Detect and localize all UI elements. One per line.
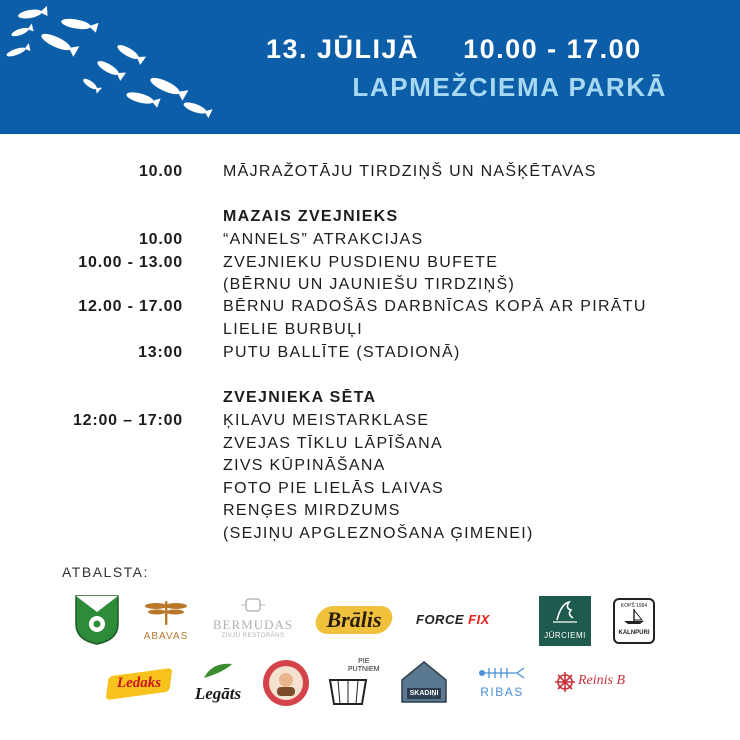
schedule-text: ZVEJNIEKU PUSDIENU BUFETE [223,254,499,271]
leaf-icon [198,662,238,680]
bathtub-icon [326,674,370,706]
schedule-row [0,231,740,253]
ship-wheel-icon [554,671,576,693]
jurciemi-logo [539,596,591,646]
schedule-time: 12:00 – 17:00 [72,412,183,429]
schedule-row [0,412,740,434]
schedule-row [0,435,740,457]
schedule-time: 12.00 - 17.00 [78,298,183,315]
schedule-row [0,298,740,320]
pie-putniem-text-b: PUTNIEM [348,666,380,673]
schedule-text: BĒRNU RADOŠĀS DARBNĪCAS KOPĀ AR PIRĀTU [223,298,647,315]
kalnpuri-text: KALNPURI [618,630,650,636]
fish-school-icon [0,0,230,134]
schedule-row [0,457,740,479]
reinis-b-logo [554,668,638,696]
section-title-mazais-zvejnieks: MAZAIS ZVEJNIEKS [223,208,399,225]
bermudas-logo [210,598,296,642]
coat-of-arms-logo [74,594,120,646]
pie-putniem-text [348,658,380,674]
supporters-label: ATBALSTA: [62,564,149,580]
schedule-text: ZIVS KŪPINĀŠANA [223,457,386,474]
schedule-text: RENĢES MIRDZUMS [223,502,401,519]
schedule-row [0,344,740,366]
fish-skeleton-icon [477,666,527,680]
schedule-text: ZVEJAS TĪKLU LĀPĪŠANA [223,435,443,452]
abavas-text: ABAVAS [143,631,189,642]
schedule-row [0,254,740,276]
wave-icon [539,596,591,626]
crest-icon [241,598,265,612]
schedule-row [0,525,740,547]
jurciemi-text: JŪRCIEMI [544,631,586,640]
schedule-row [0,276,740,298]
legats-logo [190,662,246,702]
section-title-zvejnieka-seta: ZVEJNIEKA SĒTA [223,389,377,406]
bermudas-text: BERMUDAS [212,617,294,632]
schedule-text: (BĒRNU UN JAUNIEŠU TIRDZIŅŠ) [223,276,516,293]
kalnpuri-logo [613,598,655,644]
boat-icon [622,609,646,625]
schedule-time: 10.00 - 13.00 [78,254,183,271]
ledaks-logo [104,666,172,702]
schedule-row [0,321,740,343]
schedule-time: 10.00 [138,231,183,248]
skadini-text: SKADIŅI [409,690,439,697]
event-date-time [266,34,642,65]
schedule-row [0,502,740,524]
ribas-text: RIBAS [480,685,524,699]
pie-putniem-logo [326,658,380,706]
schedule-text: ĶILAVU MEISTARKLASE [223,412,430,429]
abavas-logo [142,598,190,642]
header-banner [0,0,740,134]
pie-putniem-text-a: PIE [358,658,370,665]
reinis-b-text: Reinis B [578,673,626,688]
bralis-logo [316,604,396,636]
schedule-text: PUTU BALLĪTE (STADIONĀ) [223,344,461,361]
schedule-text: (SEJIŅU APGLEZNOŠANA ĢIMENEI) [223,525,534,542]
kalnpuri-year: KOPŠ 1994 [620,603,648,609]
schedule-row [0,480,740,502]
forcefix-logo [416,612,490,627]
dragonfly-icon [142,598,190,626]
bakery-badge-logo [262,659,310,707]
skadini-logo [399,658,449,706]
bermudas-subtext: ZIVJU RESTORĀNS [221,633,285,639]
ledaks-text: Ledaks [116,675,162,691]
schedule-text: FOTO PIE LIELĀS LAIVAS [223,480,444,497]
schedule-text: MĀJRAŽOTĀJU TIRDZIŅŠ UN NAŠĶĒTAVAS [223,163,597,180]
schedule-text: LIELIE BURBUĻI [223,321,364,338]
event-time: 10.00 - 17.00 [463,34,642,64]
house-icon [399,658,449,706]
event-date: 13. JŪLIJĀ [266,34,420,64]
legats-text: Legāts [194,684,242,703]
schedule-time: 13:00 [138,344,183,361]
forcefix-text-a: FORCE [416,612,464,627]
schedule-row [0,163,740,185]
bralis-text: Brālis [326,607,382,632]
event-location: LAPMEŽCIEMA PARKĀ [352,72,667,102]
schedule-text: “ANNELS” ATRAKCIJAS [223,231,424,248]
schedule-time: 10.00 [138,163,183,180]
forcefix-text-b: FIX [468,612,490,627]
ribas-logo [474,666,530,702]
